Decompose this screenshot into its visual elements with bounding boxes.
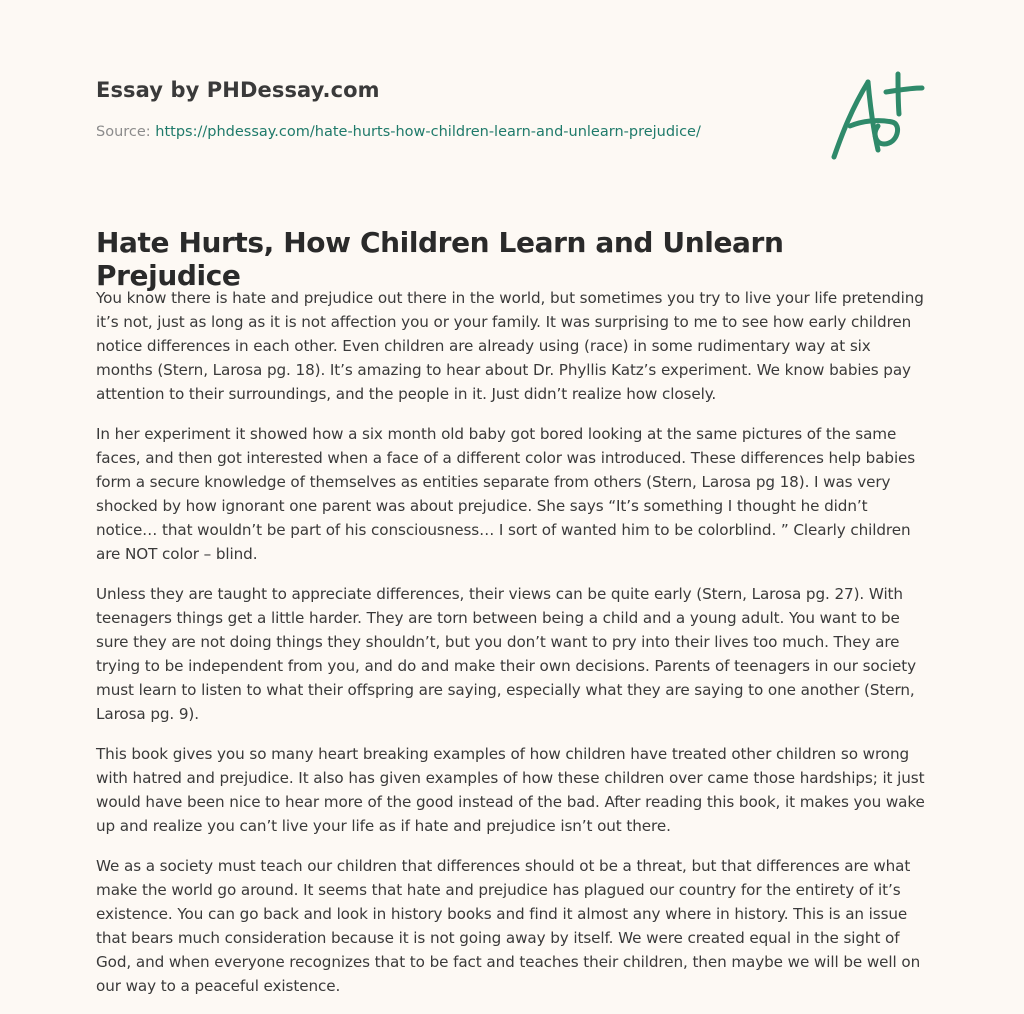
essay-paragraph: This book gives you so many heart breaking examples of how children have treated other children so wrong with hatred and prejudice. It also has given examples of how these children over came those hardships; it just would have been nice to hear more of the good instead of the bad. After reading this book, it makes you wake up and realize you can’t live your life as if hate and prejudice isn’t out there. bbox=[96, 745, 925, 835]
site-brand: Essay by PHDessay.com bbox=[96, 78, 380, 102]
essay-page bbox=[96, 0, 928, 995]
essay-body bbox=[96, 286, 928, 1014]
essay-paragraph: In her experiment it showed how a six month old baby got bored looking at the same pictures of the same faces, and then got interested when a face of a different color was introduced. These differences help babies form a secure knowledge of themselves as entities separate from others (Stern, Larosa pg 18). I was very shocked by how ignorant one parent was about prejudice. She says “It’s something I thought he didn’t notice… that wouldn’t be part of his consciousness… I sort of wanted him to be colorblind. ” Clearly children are NOT color – blind. bbox=[96, 425, 916, 563]
essay-paragraph: You know there is hate and prejudice out there in the world, but sometimes you try to live your life pretending it’s not, just as long as it is not affection you or your family. It was surprising to me to see how early children notice differences in each other. Even children are already using (race) in some rudimentary way at six months (Stern, Larosa pg. 18). It’s amazing to hear about Dr. Phyllis Katz’s experiment. We know babies pay attention to their surroundings, and the people in it. Just didn’t realize how closely. bbox=[96, 289, 924, 403]
source-line bbox=[96, 124, 701, 140]
essay-title: Hate Hurts, How Children Learn and Unlearn Prejudice bbox=[96, 226, 784, 292]
essay-paragraph: We as a society must teach our children that differences should ot be a threat, but that differences are what make the world go around. It seems that hate and prejudice has plagued our country for the entirety of it’s existence. You can go back and look in history books and find it almost any where in history. This is an issue that bears much consideration because it is not going away by itself. We were created equal in the sight of God, and when everyone recognizes that to be fact and teaches their children, then maybe we will be well on our way to a peaceful existence. bbox=[96, 857, 921, 995]
source-label: Source: bbox=[96, 124, 156, 140]
essay-paragraph: Unless they are taught to appreciate differences, their views can be quite early (Stern, Larosa pg. 27). With teenagers things get a little harder. They are torn between being a child and a young adult. You want to be sure they are not doing things they shouldn’t, but you don’t want to pry into their lives too much. They are trying to be independent from you, and do and make their own decisions. Parents of teenagers in our society must learn to listen to what their offspring are saying, especially what they are saying to one another (Stern, Larosa pg. 9). bbox=[96, 585, 916, 723]
source-link[interactable]: https://phdessay.com/hate-hurts-how-children-learn-and-unlearn-prejudice/ bbox=[155, 124, 701, 140]
a-plus-grade-icon bbox=[828, 68, 928, 164]
